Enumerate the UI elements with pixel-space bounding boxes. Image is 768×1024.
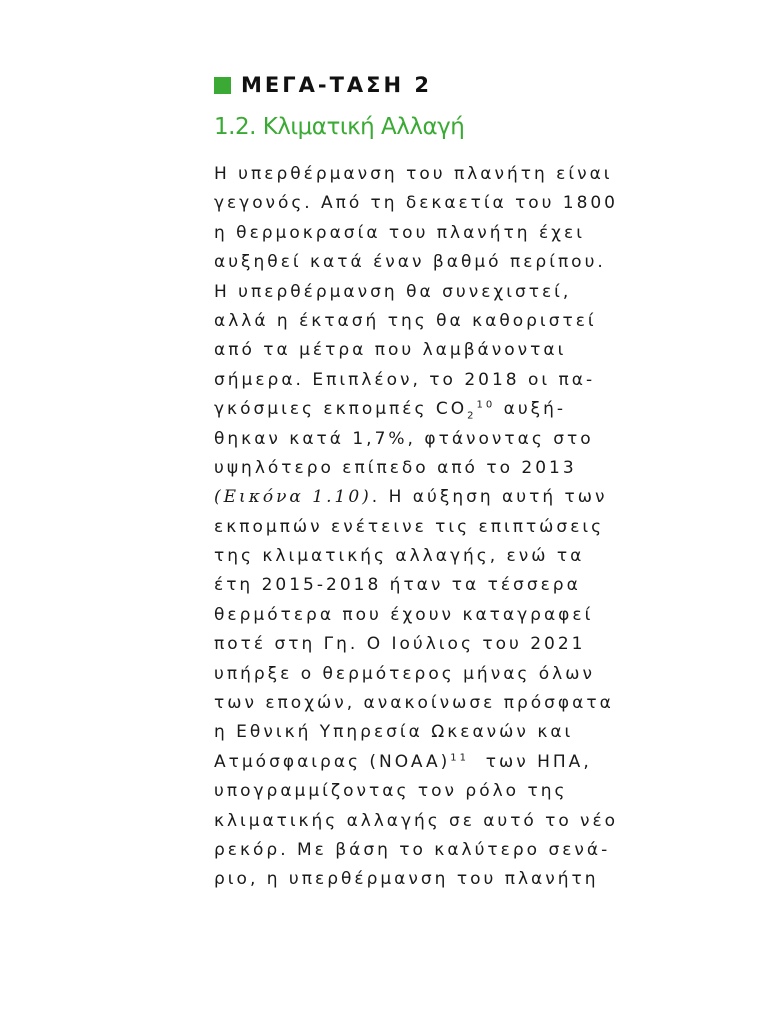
co2-line-content <box>214 395 566 424</box>
footnote-ref-10: 10 <box>476 399 496 411</box>
figure-ref-line-end: . Η αύξηση αυτή των <box>371 487 608 508</box>
text-line-content: έτη 2015-2018 ήταν τα τέσσερα <box>214 575 581 596</box>
text-line <box>214 248 618 277</box>
text-line-content: η Εθνική Υπηρεσία Ωκεανών και <box>214 722 574 743</box>
text-line-content: της κλιματικής αλλαγής, ενώ τα <box>214 546 585 567</box>
mega-trend-header <box>214 68 618 102</box>
text-line <box>214 160 618 189</box>
text-line <box>214 366 618 395</box>
body-paragraph <box>214 160 618 895</box>
text-line-content: υπογραμμίζοντας τον ρόλο της <box>214 781 568 802</box>
text-line-figure-ref <box>214 483 618 512</box>
text-line <box>214 689 618 718</box>
text-line <box>214 807 618 836</box>
text-line <box>214 718 618 747</box>
text-line-co2 <box>214 395 618 424</box>
text-line <box>214 836 618 865</box>
footnote-ref-11: 11 <box>450 752 469 764</box>
text-line-content: η θερμοκρασία του πλανήτη έχει <box>214 222 585 243</box>
text-line-content: σήμερα. Επιπλέον, το 2018 οι πα- <box>214 369 596 390</box>
text-line-content: υψηλότερο επίπεδο από το 2013 <box>214 457 577 478</box>
text-line <box>214 660 618 689</box>
text-line <box>214 601 618 630</box>
figure-reference: (Εικόνα 1.10) <box>214 487 372 508</box>
text-line-content: Η υπερθέρμανση θα συνεχιστεί, <box>214 281 572 302</box>
text-line <box>214 571 618 600</box>
text-line <box>214 425 618 454</box>
text-line-content: αλλά η έκτασή της θα καθοριστεί <box>214 310 597 331</box>
text-line <box>214 219 618 248</box>
text-line <box>214 630 618 659</box>
text-line-content: ποτέ στη Γη. Ο Ιούλιος του 2021 <box>214 634 586 655</box>
text-line-content: Η υπερθέρμανση του πλανήτη είναι <box>214 164 613 184</box>
text-line-content: αυξηθεί κατά έναν βαθμό περίπου. <box>214 252 606 273</box>
text-line-content: υπήρξε ο θερμότερος μήνας όλων <box>214 663 595 684</box>
text-line <box>214 542 618 571</box>
co2-subscript: 2 <box>467 410 477 422</box>
text-line <box>214 454 618 483</box>
section-title: 1.2. Κλιματική Αλλαγή <box>214 114 465 140</box>
text-line-content: γεγονός. Από τη δεκαετία του 1800 <box>214 193 618 214</box>
noaa-text: Ατμόσφαιρας (NOAA) <box>214 751 451 772</box>
figure-ref-line-content <box>214 483 607 512</box>
text-line-content: θηκαν κατά 1,7%, φτάνοντας στο <box>214 428 594 449</box>
text-line-content: ρεκόρ. Με βάση το καλύτερο σενά- <box>214 839 611 860</box>
green-square-icon <box>214 77 231 94</box>
text-line <box>214 865 618 894</box>
text-line <box>214 513 618 542</box>
mega-trend-label: ΜΕΓΑ-ΤΑΣΗ 2 <box>241 73 433 97</box>
text-line-content: ριο, η υπερθέρμανση του πλανήτη <box>214 869 599 890</box>
co2-line-end: αυξή- <box>503 399 567 420</box>
text-line-content: των εποχών, ανακοίνωσε πρόσφατα <box>214 693 614 714</box>
co2-text: γκόσμιες εκπομπές CO <box>214 399 468 420</box>
document-page <box>214 68 618 895</box>
noaa-line-content <box>214 748 592 777</box>
text-line-content: κλιματικής αλλαγής σε αυτό το νέο <box>214 810 619 831</box>
text-line-noaa <box>214 748 618 777</box>
text-line <box>214 307 618 336</box>
text-line <box>214 777 618 806</box>
text-line <box>214 189 618 218</box>
text-line-content: από τα μέτρα που λαμβάνονται <box>214 340 567 361</box>
text-line <box>214 278 618 307</box>
text-line <box>214 336 618 365</box>
text-line-content: θερμότερα που έχουν καταγραφεί <box>214 604 594 625</box>
noaa-line-end: των ΗΠΑ, <box>485 751 592 772</box>
text-line-content: εκπομπών ενέτεινε τις επιπτώσεις <box>214 516 605 537</box>
